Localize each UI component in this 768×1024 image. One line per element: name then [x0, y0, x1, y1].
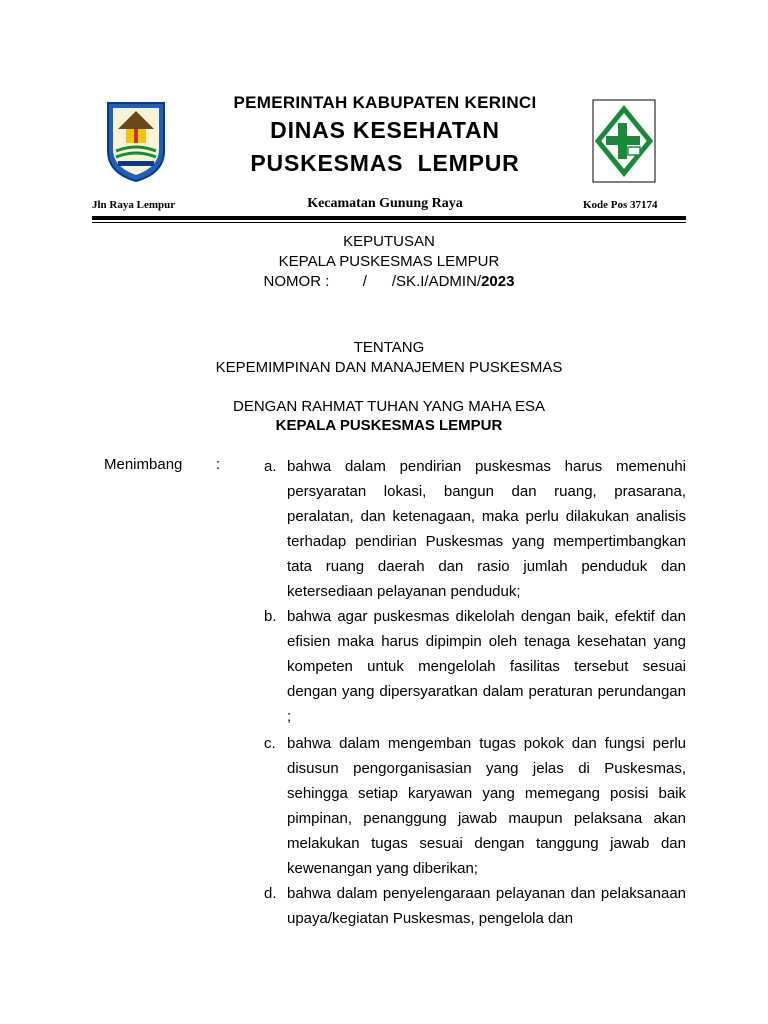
invocation: DENGAN RAHMAT TUHAN YANG MAHA ESA — [232, 398, 545, 415]
address-street: Jln Raya Lempur — [92, 199, 176, 211]
considering-item-b — [264, 604, 686, 729]
office-name: PUSKESMAS LEMPUR — [250, 150, 520, 176]
considering-label: Menimbang — [104, 456, 183, 473]
decree-title: KEPUTUSAN — [343, 233, 435, 250]
considering-item-d — [264, 881, 686, 931]
header-divider-thick — [92, 216, 686, 220]
item-marker: a. — [264, 458, 277, 475]
agency-name: DINAS KESEHATAN — [270, 117, 500, 143]
address-postal-code: Kode Pos 37174 — [583, 199, 658, 211]
item-marker: b. — [264, 608, 277, 625]
considering-item-a — [264, 454, 686, 604]
official-title: KEPALA PUSKESMAS LEMPUR — [275, 417, 503, 434]
about-label: TENTANG — [353, 339, 425, 356]
considering-item-c — [264, 731, 686, 881]
address-district: Kecamatan Gunung Raya — [307, 196, 463, 211]
item-text: bahwa dalam pendirian puskesmas harus memenuhi persyaratan lokasi, bangun dan ruang, prasarana, peralatan, dan ketenagaan, maka perlu dilakukan analisis terhadap pendirian Puskesmas yang mempertimbangkan tata ruang daerah dan rasio jumlah penduduk dan ketersediaan pelayanan penduduk; — [287, 458, 686, 600]
item-text: bahwa dalam mengemban tugas pokok dan fungsi perlu disusun pengorganisasian yang jelas di Puskesmas, sehingga setiap karyawan yang memegang posisi baik pimpinan, penanggung jawab maupun pelaksana akan melakukan tugas sesuai dengan tanggung jawab dan kewenangan yang diberikan; — [287, 735, 686, 877]
decree-number — [92, 273, 686, 290]
decree-number-prefix: NOMOR : / /SK.I/ADMIN/ — [263, 273, 482, 290]
item-text: bahwa agar puskesmas dikelolah dengan baik, efektif dan efisien maka harus dipimpin oleh tenaga kesehatan yang kompeten untuk mengelolah fasilitas tersebut sesuai dengan yang dipersyaratkan dalam peraturan perundangan ; — [287, 608, 686, 725]
item-marker: c. — [264, 735, 276, 752]
decree-issuer: KEPALA PUSKESMAS LEMPUR — [278, 253, 500, 270]
item-text: bahwa dalam penyelengaraan pelayanan dan pelaksanaan upaya/kegiatan Puskesmas, pengelola dan — [287, 885, 686, 927]
considering-colon: : — [216, 456, 221, 473]
about-subject: KEPEMIMPINAN DAN MANAJEMEN PUSKESMAS — [215, 359, 563, 376]
header-divider-thin — [92, 222, 686, 223]
item-marker: d. — [264, 885, 277, 902]
decree-number-year: 2023 — [481, 273, 515, 290]
government-name: PEMERINTAH KABUPATEN KERINCI — [233, 93, 537, 112]
